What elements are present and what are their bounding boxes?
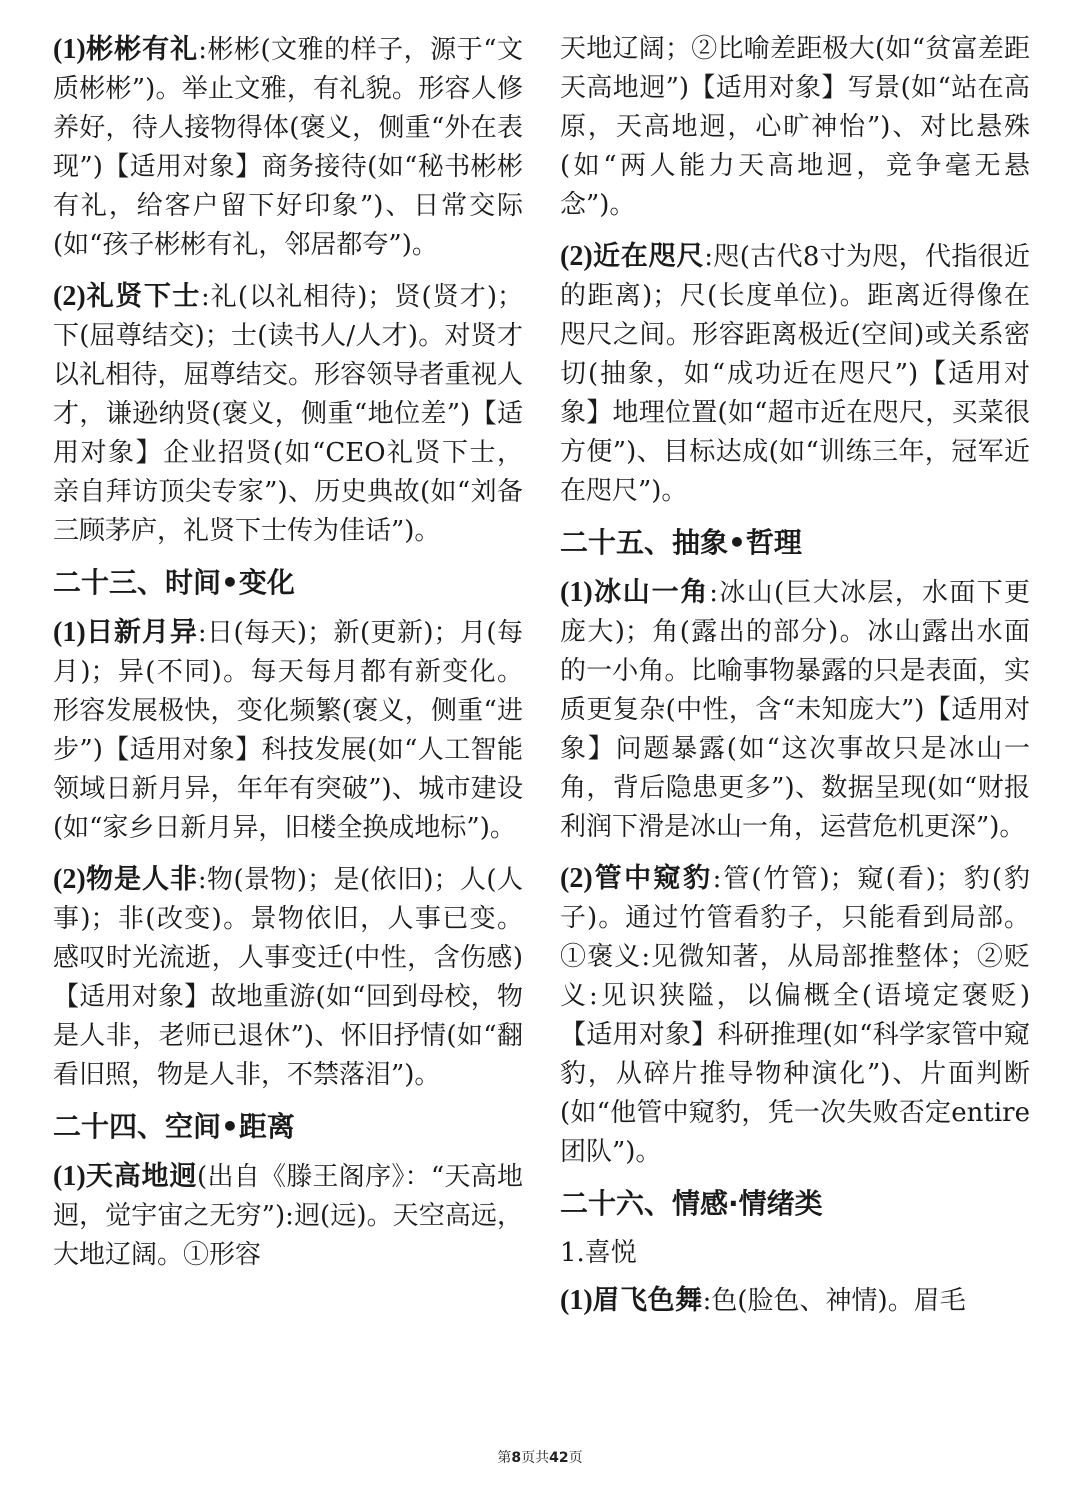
footer-prefix: 第 xyxy=(497,1450,512,1466)
idiom-term: 物是人非 xyxy=(85,864,198,895)
idiom-term: 管中窥豹 xyxy=(592,863,713,894)
idiom-entry xyxy=(53,860,523,1095)
footer-suffix: 页 xyxy=(568,1450,583,1466)
entry-number: (1) xyxy=(53,1161,86,1192)
idiom-explanation: :物(景物)；是(依旧)；人(人事)；非(改变)。景物依旧，人事已变。感叹时光流逝，人事变迁(中性，含伤感)【适用对象】故地重游(如“回到母校，物是人非，老师已退休”)、怀旧抒情(如“翻看旧照，物是人非，不禁落泪”)。 xyxy=(53,865,523,1090)
idiom-entry xyxy=(53,277,523,551)
idiom-entry xyxy=(53,30,523,265)
entry-number: (1) xyxy=(560,1285,593,1316)
idiom-term: 近在咫尺 xyxy=(592,241,705,272)
idiom-explanation: :管(竹管)；窥(看)；豹(豹子)。通过竹管看豹子，只能看到局部。①褒义:见微知著，从局部推整体；②贬义:见识狭隘，以偏概全(语境定褒贬)【适用对象】科研推理(如“科学家管中窥豹，从碎片推导物种演化”)、片面判断(如“他管中窥豹，凭一次失败否定entire团队”)。 xyxy=(560,864,1031,1167)
right-column xyxy=(560,30,1030,1333)
idiom-term: 眉飞色舞 xyxy=(592,1285,703,1316)
entry-number: (1) xyxy=(53,34,86,65)
idiom-explanation: :冰山(巨大冰层，水面下更庞大)；角(露出的部分)。冰山露出水面的一小角。比喻事物暴露的只是表面，实质更复杂(中性，含“未知庞大”)【适用对象】问题暴露(如“这次事故只是冰山一角，背后隐患更多”)、数据呈现(如“财报利润下滑是冰山一角，运营危机更深”)。 xyxy=(560,578,1031,842)
entry-number: (1) xyxy=(53,617,86,648)
section-heading: 二十六、情感·情绪类 xyxy=(560,1187,823,1220)
current-page-number: 8 xyxy=(511,1450,522,1466)
subsection-label: 1.喜悦 xyxy=(560,1238,637,1268)
idiom-entry xyxy=(560,859,1030,1172)
idiom-explanation: :礼(以礼相待)；贤(贤才)；下(屈尊结交)；士(读书人/人才)。对贤才以礼相待，屈尊结交。形容领导者重视人才，谦逊纳贤(褒义，侧重“地位差”)【适用对象】企业招贤(如“CEO礼贤下士，亲自拜访顶尖专家”)、历史典故(如“刘备三顾茅庐，礼贤下士传为佳话”)。 xyxy=(53,282,523,546)
section-heading: 二十五、抽象•哲理 xyxy=(560,526,802,559)
continued-text: 天地辽阔；②比喻差距极大(如“贫富差距天高地迥”)【适用对象】写景(如“站在高原，天高地迥，心旷神怡”)、对比悬殊(如“两人能力天高地迥，竞争毫无悬念”)。 xyxy=(560,34,1030,220)
idiom-term: 礼贤下士 xyxy=(85,281,201,312)
idiom-term: 天高地迥 xyxy=(85,1161,198,1192)
idiom-explanation: :彬彬(文雅的样子，源于“文质彬彬”)。举止文雅，有礼貌。形容人修养好，待人接物得体(褒义，侧重“外在表现”)【适用对象】商务接待(如“秘书彬彬有礼，给客户留下好印象”)、日常交际(如“孩子彬彬有礼，邻居都夸”)。 xyxy=(53,35,524,260)
entry-number: (2) xyxy=(560,863,593,894)
idiom-explanation: :日(每天)；新(更新)；月(每月)；异(不同)。每天每月都有新变化。形容发展极快，变化频繁(褒义，侧重“进步”)【适用对象】科技发展(如“人工智能领域日新月异，年年有突破”)、城市建设(如“家乡日新月异，旧楼全换成地标”)。 xyxy=(53,618,523,843)
idiom-term: 冰山一角 xyxy=(592,577,710,608)
page-footer xyxy=(0,1447,1080,1467)
total-page-count: 42 xyxy=(549,1450,569,1466)
idiom-entry xyxy=(560,237,1030,511)
left-column xyxy=(53,30,523,1287)
idiom-explanation: :色(脸色、神情)。眉毛 xyxy=(702,1286,966,1316)
idiom-explanation: (出自《滕王阁序》：“天高地迥，觉宇宙之无穷”):迥(远)。天空高远，大地辽阔。①形容 xyxy=(53,1162,524,1270)
idiom-term: 彬彬有礼 xyxy=(85,34,199,65)
footer-middle: 页共 xyxy=(521,1450,550,1466)
entry-number: (2) xyxy=(560,241,593,272)
idiom-term: 日新月异 xyxy=(85,617,198,648)
idiom-entry xyxy=(53,613,523,848)
entry-number: (2) xyxy=(53,281,86,312)
section-heading: 二十四、空间•距离 xyxy=(53,1110,295,1143)
idiom-entry xyxy=(560,573,1030,847)
entry-number: (1) xyxy=(560,577,593,608)
entry-number: (2) xyxy=(53,864,86,895)
idiom-explanation: :咫(古代8寸为咫，代指很近的距离)；尺(长度单位)。距离近得像在咫尺之间。形容距离极近(空间)或关系密切(抽象，如“成功近在咫尺”)【适用对象】地理位置(如“超市近在咫尺，买菜很方便”)、目标达成(如“训练三年，冠军近在咫尺”)。 xyxy=(560,242,1030,506)
idiom-entry xyxy=(560,1281,1030,1321)
section-heading: 二十三、时间•变化 xyxy=(53,566,295,599)
idiom-entry xyxy=(53,1157,523,1275)
